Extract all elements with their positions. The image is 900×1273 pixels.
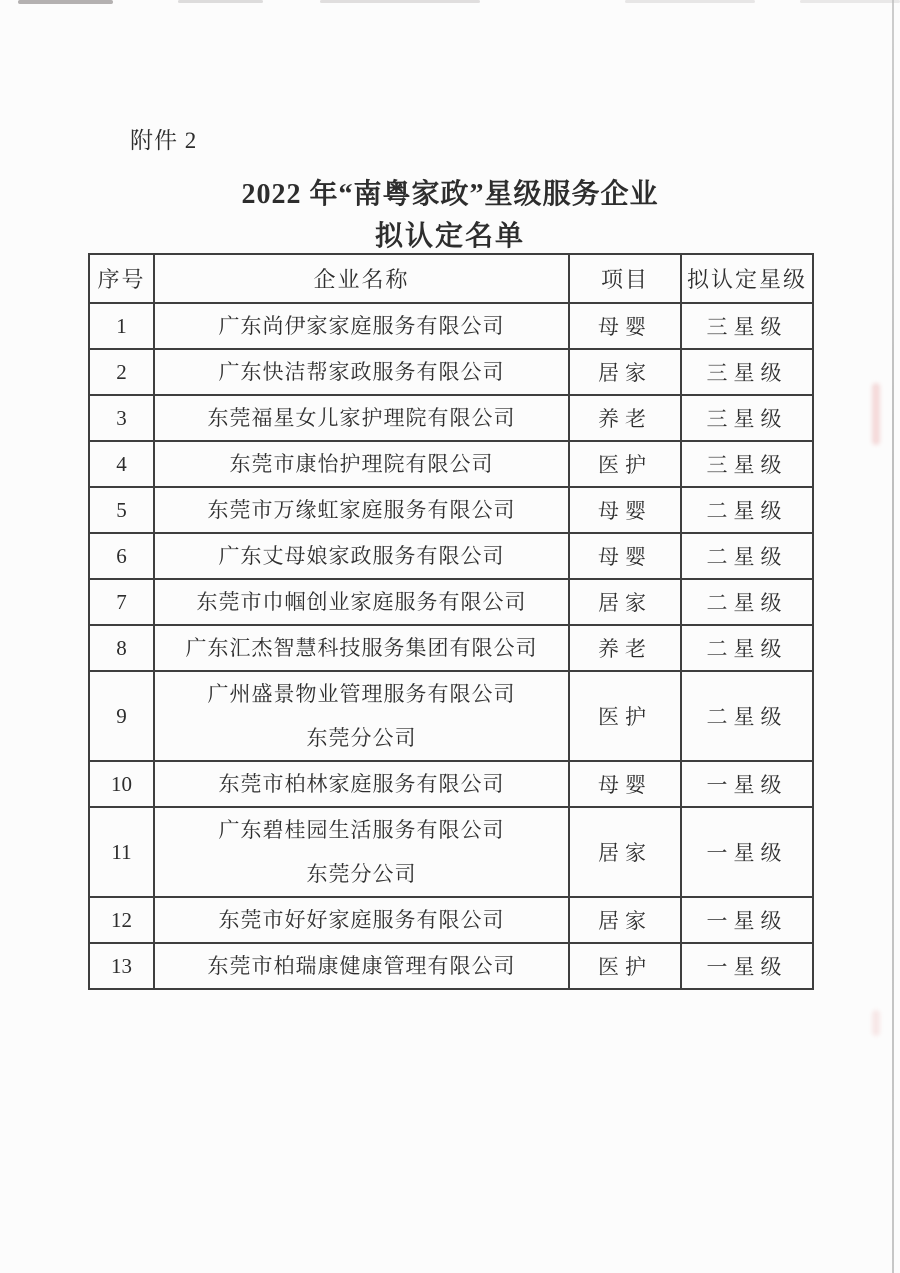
- scan-smudge-top-right: [800, 0, 900, 3]
- project-cell: 养老: [569, 395, 681, 441]
- serial-number-cell: 13: [89, 943, 154, 989]
- serial-number-cell: 4: [89, 441, 154, 487]
- table-body: [89, 303, 813, 989]
- table-row: [89, 761, 813, 807]
- company-name-line: 东莞市好好家庭服务有限公司: [218, 908, 505, 932]
- attachment-label: 附件 2: [130, 128, 198, 153]
- star-level-cell: 一星级: [681, 761, 813, 807]
- company-name-line: 东莞市巾帼创业家庭服务有限公司: [196, 590, 527, 614]
- company-name-line: 广东丈母娘家政服务有限公司: [218, 544, 505, 568]
- company-name-line: 广东快洁帮家政服务有限公司: [218, 360, 505, 384]
- company-name-cell: [154, 487, 569, 533]
- serial-number-cell: 5: [89, 487, 154, 533]
- company-name-cell: [154, 625, 569, 671]
- scan-smudge-top: [320, 0, 480, 3]
- company-name-line: 广东尚伊家家庭服务有限公司: [218, 314, 505, 338]
- enterprise-roster-table: [88, 253, 814, 990]
- table-row: [89, 671, 813, 761]
- project-cell: 居家: [569, 579, 681, 625]
- serial-number-cell: 2: [89, 349, 154, 395]
- project-cell: 母婴: [569, 761, 681, 807]
- scan-smudge-top: [178, 0, 263, 3]
- company-name-line: 东莞市万缘虹家庭服务有限公司: [207, 498, 516, 522]
- document-title-line2: 拟认定名单: [374, 221, 525, 252]
- company-name-cell: [154, 441, 569, 487]
- table-row: [89, 303, 813, 349]
- scan-smudge-top-left: [18, 0, 113, 4]
- company-name-cell: [154, 761, 569, 807]
- project-cell: 医护: [569, 441, 681, 487]
- company-name-cell: [154, 303, 569, 349]
- serial-number-cell: 3: [89, 395, 154, 441]
- star-level-cell: 三星级: [681, 395, 813, 441]
- scan-smudge-top: [625, 0, 755, 3]
- star-level-cell: 二星级: [681, 579, 813, 625]
- company-name-line: 东莞分公司: [306, 726, 417, 750]
- star-level-cell: 二星级: [681, 533, 813, 579]
- table-row: [89, 395, 813, 441]
- project-cell: 母婴: [569, 487, 681, 533]
- company-name-line: 东莞市柏林家庭服务有限公司: [218, 772, 505, 796]
- project-cell: 居家: [569, 807, 681, 897]
- serial-number-cell: 9: [89, 671, 154, 761]
- table-header-row: [89, 254, 813, 303]
- header-serial-number: 序号: [89, 254, 154, 303]
- company-name-cell: [154, 807, 569, 897]
- star-level-cell: 一星级: [681, 943, 813, 989]
- project-cell: 居家: [569, 349, 681, 395]
- table-row: [89, 897, 813, 943]
- company-name-line: 广东汇杰智慧科技服务集团有限公司: [185, 636, 538, 660]
- serial-number-cell: 10: [89, 761, 154, 807]
- star-level-cell: 二星级: [681, 625, 813, 671]
- table-row: [89, 807, 813, 897]
- company-name-cell: [154, 897, 569, 943]
- project-cell: 母婴: [569, 303, 681, 349]
- project-cell: 医护: [569, 671, 681, 761]
- project-cell: 养老: [569, 625, 681, 671]
- star-level-cell: 三星级: [681, 303, 813, 349]
- company-name-line: 东莞分公司: [306, 862, 417, 886]
- header-proposed-star-level: 拟认定星级: [681, 254, 813, 303]
- table-row: [89, 579, 813, 625]
- header-company-name: 企业名称: [154, 254, 569, 303]
- company-name-cell: [154, 349, 569, 395]
- company-name-line: 广州盛景物业管理服务有限公司: [207, 682, 516, 706]
- company-name-line: 东莞福星女儿家护理院有限公司: [207, 406, 516, 430]
- serial-number-cell: 11: [89, 807, 154, 897]
- table-row: [89, 487, 813, 533]
- company-name-line: 东莞市柏瑞康健康管理有限公司: [207, 954, 516, 978]
- project-cell: 居家: [569, 897, 681, 943]
- table-row: [89, 625, 813, 671]
- company-name-cell: [154, 533, 569, 579]
- company-name-line: 广东碧桂园生活服务有限公司: [218, 818, 505, 842]
- serial-number-cell: 12: [89, 897, 154, 943]
- company-name-cell: [154, 395, 569, 441]
- serial-number-cell: 6: [89, 533, 154, 579]
- star-level-cell: 三星级: [681, 349, 813, 395]
- document-title-line1: 2022 年“南粤家政”星级服务企业: [241, 179, 659, 210]
- scan-red-smear: [872, 1010, 880, 1036]
- header-project: 项目: [569, 254, 681, 303]
- project-cell: 母婴: [569, 533, 681, 579]
- company-name-line: 东莞市康怡护理院有限公司: [229, 452, 494, 476]
- star-level-cell: 一星级: [681, 807, 813, 897]
- serial-number-cell: 8: [89, 625, 154, 671]
- serial-number-cell: 7: [89, 579, 154, 625]
- company-name-cell: [154, 671, 569, 761]
- star-level-cell: 二星级: [681, 671, 813, 761]
- scan-red-smear: [872, 383, 880, 445]
- table-row: [89, 441, 813, 487]
- project-cell: 医护: [569, 943, 681, 989]
- serial-number-cell: 1: [89, 303, 154, 349]
- company-name-cell: [154, 579, 569, 625]
- table-row: [89, 533, 813, 579]
- star-level-cell: 二星级: [681, 487, 813, 533]
- star-level-cell: 一星级: [681, 897, 813, 943]
- star-level-cell: 三星级: [681, 441, 813, 487]
- table-row: [89, 943, 813, 989]
- company-name-cell: [154, 943, 569, 989]
- table-row: [89, 349, 813, 395]
